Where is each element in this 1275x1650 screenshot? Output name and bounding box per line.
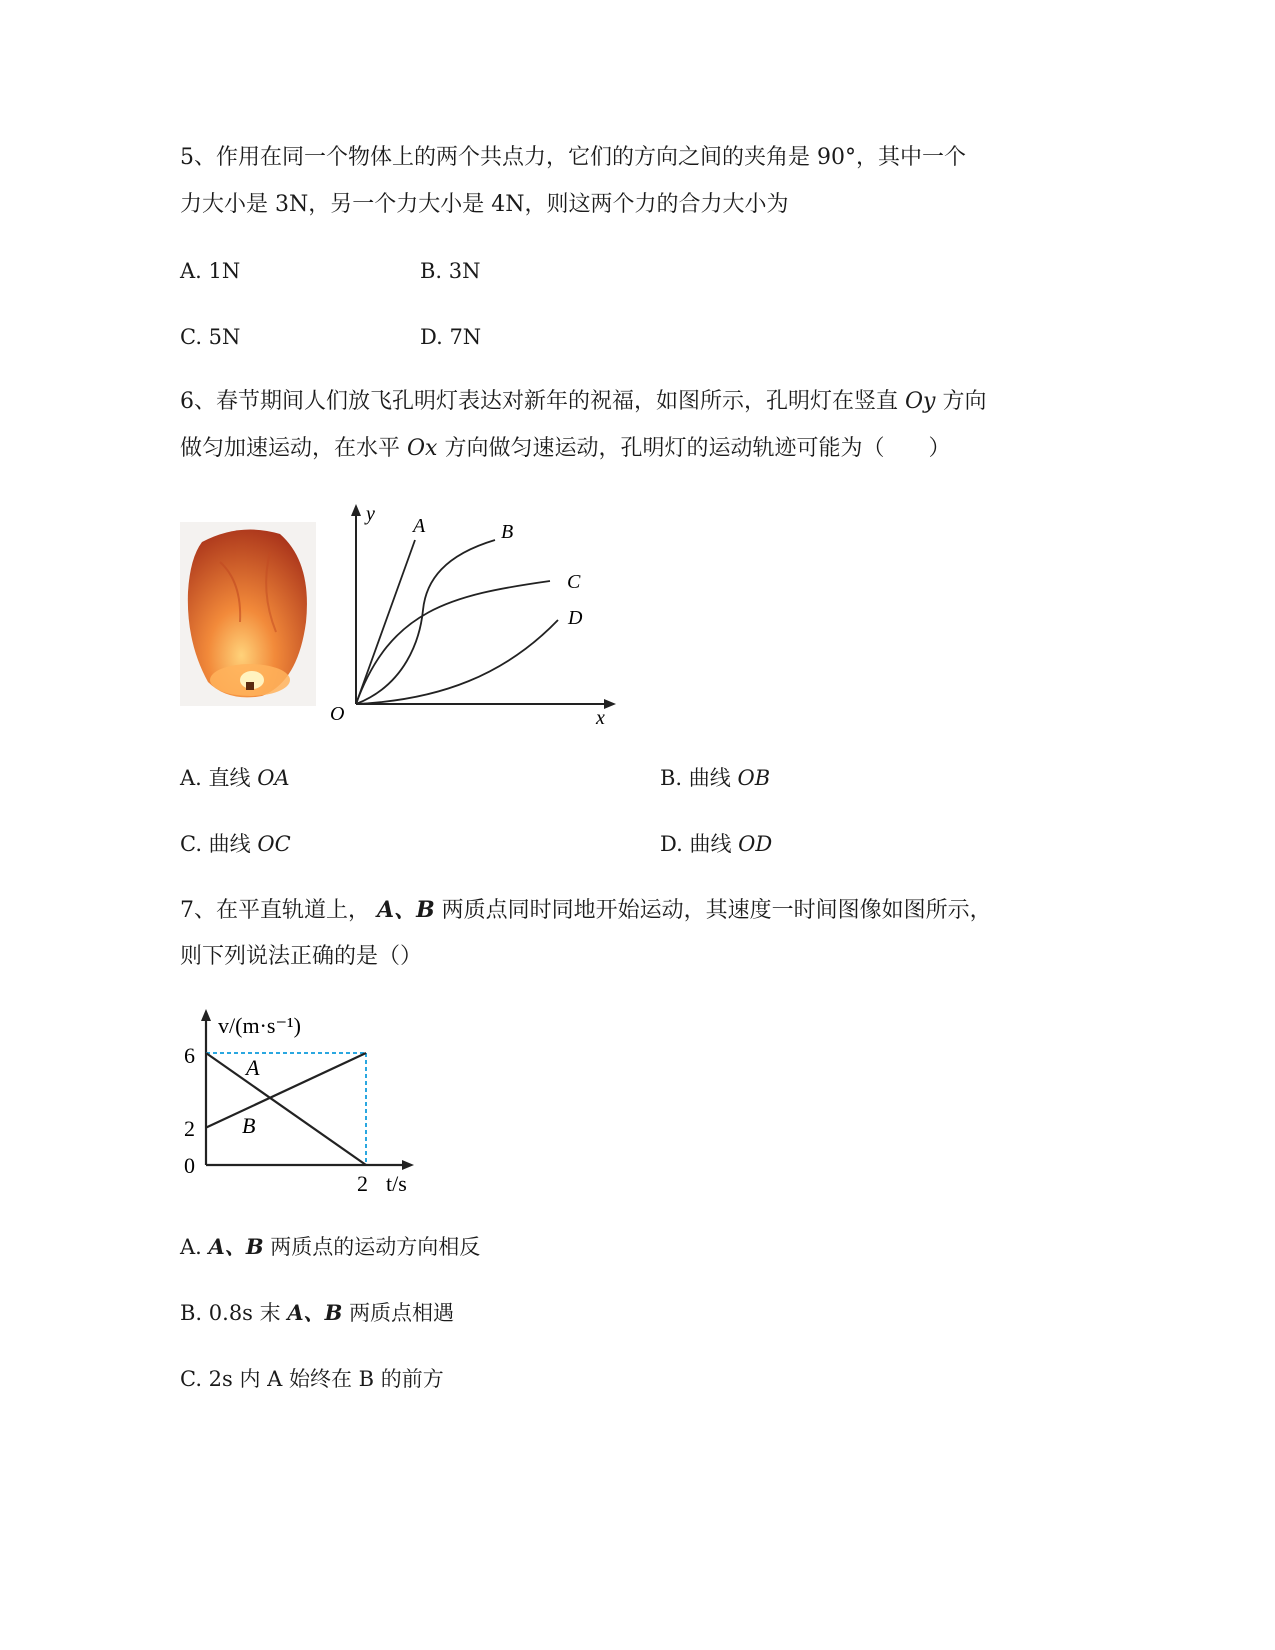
curve-od (356, 620, 558, 704)
option-text: A. 直线 (180, 766, 251, 790)
option-var: A、B (287, 1300, 343, 1325)
q7-stem-text: 7、在平直轨道上， (180, 898, 370, 923)
q5-option-c[interactable]: C. 5N (180, 325, 241, 349)
q6-stem-text: 6、春节期间人们放飞孔明灯表达对新年的祝福，如图所示，孔明灯在竖直 (180, 389, 898, 414)
t-axis-arrow (402, 1160, 414, 1170)
q5-stem-line2: 力大小是 3N，另一个力大小是 4N，则这两个力的合力大小为 (180, 192, 789, 217)
q7-option-b[interactable] (180, 1298, 454, 1328)
q6-option-c[interactable] (180, 829, 291, 859)
v-axis-label: v/(m·s⁻¹) (218, 1013, 301, 1038)
q6-stem-text: 方向做匀速运动，孔明灯的运动轨迹可能为（ ） (444, 436, 951, 461)
option-text: D. 曲线 (660, 832, 732, 856)
q6-option-d[interactable] (660, 829, 772, 859)
q6-stem-text: 做匀加速运动，在水平 (180, 436, 401, 461)
q5-option-a[interactable]: A. 1N (180, 259, 241, 283)
q6-stem-text: 方向 (942, 389, 987, 414)
series-label-a: A (246, 1055, 260, 1080)
q6-option-a[interactable] (180, 763, 290, 793)
option-text: 两质点的运动方向相反 (270, 1235, 481, 1259)
q7-stem-line2: 则下列说法正确的是（） (180, 944, 423, 969)
series-line-b (206, 1053, 366, 1128)
q6-option-b[interactable] (660, 763, 770, 793)
q6-var-oy: Oy (905, 389, 936, 414)
q7-stem-text: 两质点同时同地开始运动，其速度一时间图像如图所示， (441, 898, 992, 923)
q5-option-d[interactable]: D. 7N (420, 325, 482, 349)
y-tick-0: 0 (184, 1153, 195, 1178)
q6-stem-line2 (180, 434, 950, 464)
option-text: C. 曲线 (180, 832, 251, 856)
x-axis-arrow (604, 699, 616, 709)
trajectory-diagram (320, 500, 620, 730)
q6-var-ox: Ox (407, 436, 438, 461)
y-tick-6: 6 (184, 1043, 195, 1068)
q7-var-ab: A、B (377, 897, 435, 923)
axis-label-x: x (596, 707, 605, 729)
y-axis-arrow (351, 504, 361, 516)
q5-stem-line1: 5、作用在同一个物体上的两个共点力，它们的方向之间的夹角是 90°，其中一个 (180, 145, 966, 170)
origin-label: O (330, 703, 345, 725)
y-tick-2: 2 (184, 1116, 195, 1141)
option-text: A. (180, 1235, 202, 1259)
curve-oc (356, 581, 550, 704)
velocity-time-graph (170, 1005, 430, 1200)
v-axis-arrow (201, 1009, 211, 1021)
series-line-a (206, 1053, 366, 1165)
option-text: 两质点相遇 (349, 1301, 455, 1325)
curve-label-d: D (568, 607, 583, 629)
axis-label-y: y (366, 503, 375, 525)
curve-label-c: C (567, 571, 581, 593)
curve-label-b: B (501, 521, 514, 543)
option-text: B. 曲线 (660, 766, 731, 790)
x-tick-2: 2 (357, 1171, 368, 1196)
q7-option-c[interactable]: C. 2s 内 A 始终在 B 的前方 (180, 1367, 444, 1391)
option-var: OB (737, 766, 771, 790)
curve-label-a: A (413, 515, 426, 537)
t-axis-label: t/s (386, 1171, 407, 1196)
option-text: B. 0.8s 末 (180, 1301, 281, 1325)
option-var: OA (257, 766, 290, 790)
curve-oa (356, 540, 415, 704)
option-var: OD (738, 832, 773, 856)
q5-option-b[interactable]: B. 3N (420, 259, 481, 283)
option-var: OC (257, 832, 291, 856)
series-label-b: B (242, 1113, 256, 1138)
q6-stem-line1 (180, 387, 986, 417)
sky-lantern-photo (180, 522, 316, 706)
q7-option-a[interactable] (180, 1232, 480, 1262)
q7-stem-line1 (180, 895, 992, 926)
option-var: A、B (208, 1234, 264, 1259)
